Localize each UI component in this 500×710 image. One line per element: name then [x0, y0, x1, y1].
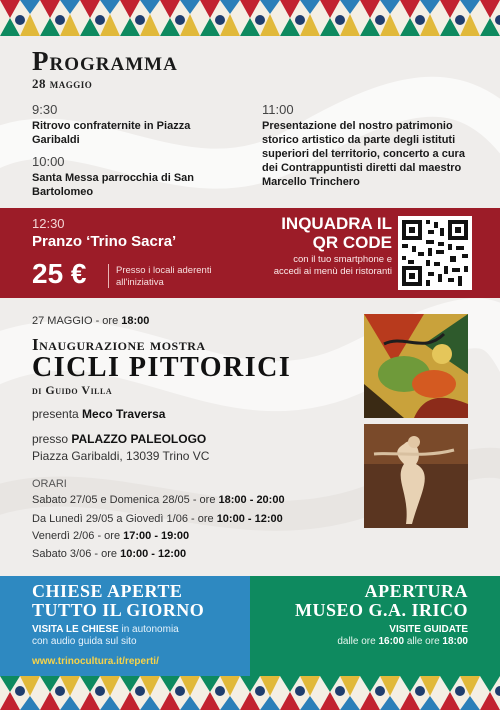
lunch-price: 25 € — [32, 258, 87, 289]
churches-title: CHIESE APERTE TUTTO IL GIORNO — [32, 581, 205, 620]
program-date: 28 maggio — [32, 76, 93, 91]
event-time: 9:30 — [32, 102, 58, 117]
program-title: Programma — [32, 46, 178, 76]
exhibition-venue: presso PALAZZO PALEOLOGO — [32, 432, 207, 446]
lunch-title: Pranzo ‘Trino Sacra’ — [32, 233, 177, 250]
qr-code-icon[interactable] — [398, 216, 472, 290]
lunch-note: Presso i locali aderenti all'iniziativa — [116, 265, 212, 288]
event-time: 10:00 — [32, 154, 65, 169]
exhibition-title: CICLI PITTORICI — [32, 352, 292, 383]
event-item — [32, 102, 232, 147]
exhibition-date: 27 MAGGIO - ore 18:00 — [32, 315, 150, 327]
hours-row: Venerdì 2/06 - ore 17:00 - 19:00 — [32, 530, 190, 542]
decorative-bottom-border — [0, 676, 500, 710]
hours-label: ORARI — [32, 478, 67, 490]
churches-panel — [0, 576, 250, 676]
hours-row: Da Lunedì 29/05 a Giovedì 1/06 - ore 10:00 - 12:00 — [32, 513, 283, 525]
lunch-band — [0, 208, 500, 298]
exhibition-heading: Inaugurazione mostra — [32, 335, 206, 354]
event-description: Santa Messa parrocchia di San Bartolomeo — [32, 172, 195, 198]
churches-link[interactable]: www.trinocultura.it/reperti/ — [32, 656, 159, 667]
hours-row: Sabato 27/05 e Domenica 28/05 - ore 18:00 - 20:00 — [32, 494, 285, 506]
museum-title: APERTURA MUSEO G.A. IRICO — [294, 581, 468, 620]
event-time: 11:00 — [262, 102, 294, 117]
event-description: Presentazione del nostro patrimonio storico artistico da parte degli istituti superiori del territorio, concerto a cura dei Contrappuntisti diretti dal maestro Marcello Trinchero — [262, 120, 465, 188]
lunch-time: 12:30 — [32, 216, 65, 231]
event-item — [262, 102, 472, 189]
event-description: Ritrovo confraternite in Piazza Garibaldi — [32, 120, 191, 146]
qr-title: INQUADRA IL QR CODE — [281, 214, 392, 252]
price-divider — [108, 264, 109, 288]
event-item — [32, 154, 232, 199]
exhibition-presenter: presenta Meco Traversa — [32, 407, 166, 421]
exhibition-artist: di Guido Villa — [32, 383, 113, 397]
artwork-abstract-image — [364, 314, 468, 418]
decorative-top-border — [0, 0, 500, 36]
hours-row: Sabato 3/06 - ore 10:00 - 12:00 — [32, 548, 187, 560]
exhibition-address: Piazza Garibaldi, 13039 Trino VC — [32, 449, 210, 463]
churches-text: VISITA LE CHIESE in autonomia con audio guida sul sito — [32, 624, 179, 647]
museum-panel — [250, 576, 500, 676]
artwork-figure-image — [364, 424, 468, 528]
qr-subtitle: con il tuo smartphone e accedi ai menù dei ristoranti — [273, 254, 392, 277]
museum-text: VISITE GUIDATE dalle ore 16:00 alle ore 18:00 — [337, 624, 468, 647]
